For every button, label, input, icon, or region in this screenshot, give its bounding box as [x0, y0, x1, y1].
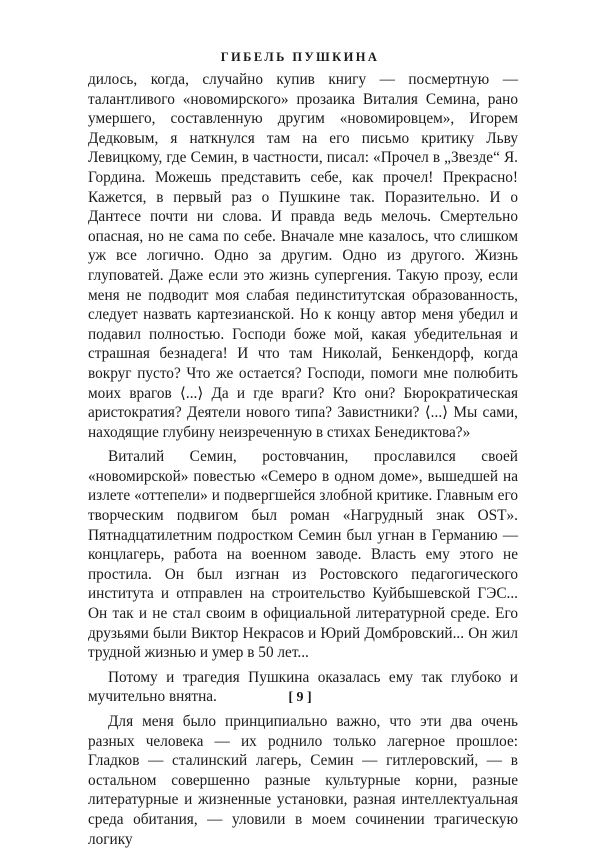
- paragraph: дилось, когда, случайно купив книгу — посмертную — талантливого «новомирского» прозаика Виталия Семина, рано умершего, составленную другим «новомировцем», Игорем Дедковым, я наткнулся там на его письмо критику Льву Левицкому, где Семин, в частности, писал: «Прочел в „Звезде“ Я. Гордина. Можешь представить себе, как прочел! Прекрасно! Кажется, в первый раз о Пушкине так. Поразительно. И о Дантесе почти ни слова. И правда ведь мелочь. Смертельно опасная, но не сама по себе. Вначале мне казалось, что слишком уж все логично. Одно за другим. Одно из другого. Жизнь глуповатей. Даже если это жизнь супергения. Такую прозу, если меня не подводит моя слабая пединститутская образованность, следует назвать картезианской. Но к концу автор меня убедил и подавил полностью. Господи боже мой, какая убедительная и страшная безнадега! И что там Николай, Бенкендорф, когда вокруг пусто? Что же остается? Господи, помоги мне полюбить моих врагов ⟨...⟩ Да и где враги? Кто они? Бюрократическая аристократия? Деятели нового типа? Завистники? ⟨...⟩ Мы сами, находящие глубину неизреченную в стихах Бенедиктова?»: [88, 71, 518, 441]
- running-head: ГИБЕЛЬ ПУШКИНА: [220, 50, 380, 64]
- paragraph: Для меня было принципиально важно, что эти два очень разных человека — их роднило только лагерное прошлое: Гладков — сталинский лагерь, Семин — гитлеровский, — в остальном совершенно разные культурные корни, разные литературные и жизненные установки, разная интеллектуальная среда обитания, — уловили в моем сочинении трагическую логику: [88, 713, 518, 848]
- paragraph: Виталий Семин, ростовчанин, прославился своей «новомирской» повестью «Семеро в одном доме», вышедшей на излете «оттепели» и подвергшейся злобной критике. Главным его творческим подвигом был роман «Нагрудный знак OST». Пятнадцатилетним подростком Семин был угнан в Германию — концлагерь, работа на военном заводе. Власть ему этого не простила. Он был изгнан из Ростовского педагогического института и отправлен на строительство Куйбышевской ГЭС... Он так и не стал своим в официальной литературной среде. Его друзьями были Виктор Некрасов и Юрий Домбровский... Он жил трудной жизнью и умер в 50 лет...: [88, 448, 518, 662]
- paragraph: Потому и трагедия Пушкина оказалась ему так глубоко и мучительно внятна.: [88, 668, 518, 706]
- body-text: [88, 70, 518, 849]
- page-number: [ 9 ]: [288, 690, 312, 705]
